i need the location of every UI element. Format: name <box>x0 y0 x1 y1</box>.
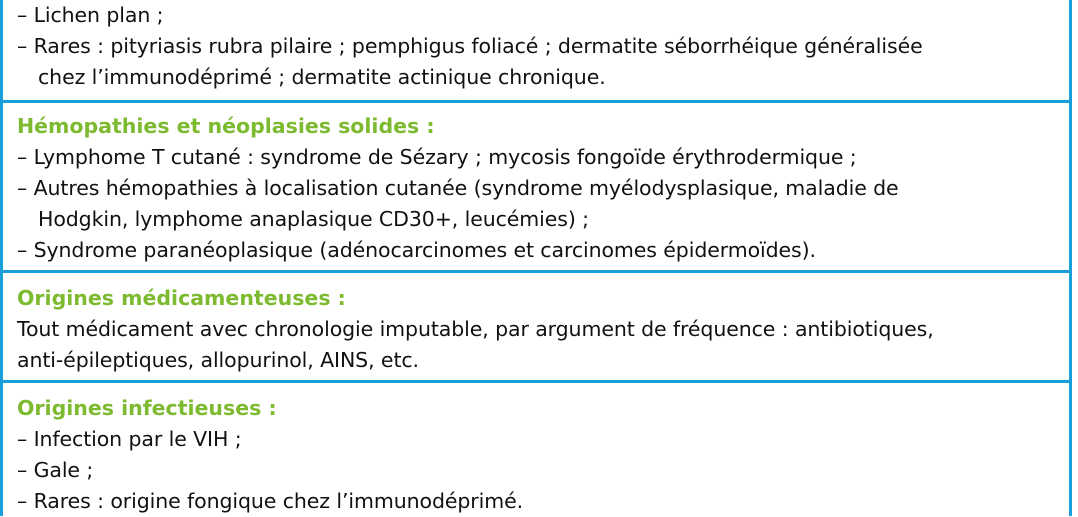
list-item: – Rares : origine fongique chez l’immunodéprimé. <box>17 489 524 513</box>
section-divider <box>3 100 1069 103</box>
list-item: – Gale ; <box>17 458 94 482</box>
list-item: – Autres hémopathies à localisation cutanée (syndrome myélodysplasique, maladie de <box>17 176 899 200</box>
paragraph-line: Tout médicament avec chronologie imputable, par argument de fréquence : antibiotiques, <box>17 317 934 341</box>
section-medicamenteuses <box>3 283 1069 376</box>
list-item: – Lichen plan ; <box>17 3 164 27</box>
list-item-continuation: Hodgkin, lymphome anaplasique CD30+, leucémies) ; <box>38 207 589 231</box>
section-divider <box>3 380 1069 383</box>
section-hemopathies <box>3 111 1069 266</box>
section-dermatoses <box>3 0 1069 93</box>
list-item: – Infection par le VIH ; <box>17 427 242 451</box>
section-divider <box>3 270 1069 273</box>
section-heading: Origines médicamenteuses : <box>17 286 346 310</box>
list-item: – Lymphome T cutané : syndrome de Sézary ; mycosis fongoïde érythrodermique ; <box>17 145 857 169</box>
section-infectieuses <box>3 393 1069 517</box>
paragraph-line: anti-épileptiques, allopurinol, AINS, etc. <box>17 348 419 372</box>
list-item: – Rares : pityriasis rubra pilaire ; pemphigus foliacé ; dermatite séborrhéique généralisée <box>17 34 923 58</box>
list-item-continuation: chez l’immunodéprimé ; dermatite actinique chronique. <box>38 65 606 89</box>
list-item: – Syndrome paranéoplasique (adénocarcinomes et carcinomes épidermoïdes). <box>17 238 816 262</box>
section-heading: Origines infectieuses : <box>17 396 277 420</box>
section-heading: Hémopathies et néoplasies solides : <box>17 114 435 138</box>
